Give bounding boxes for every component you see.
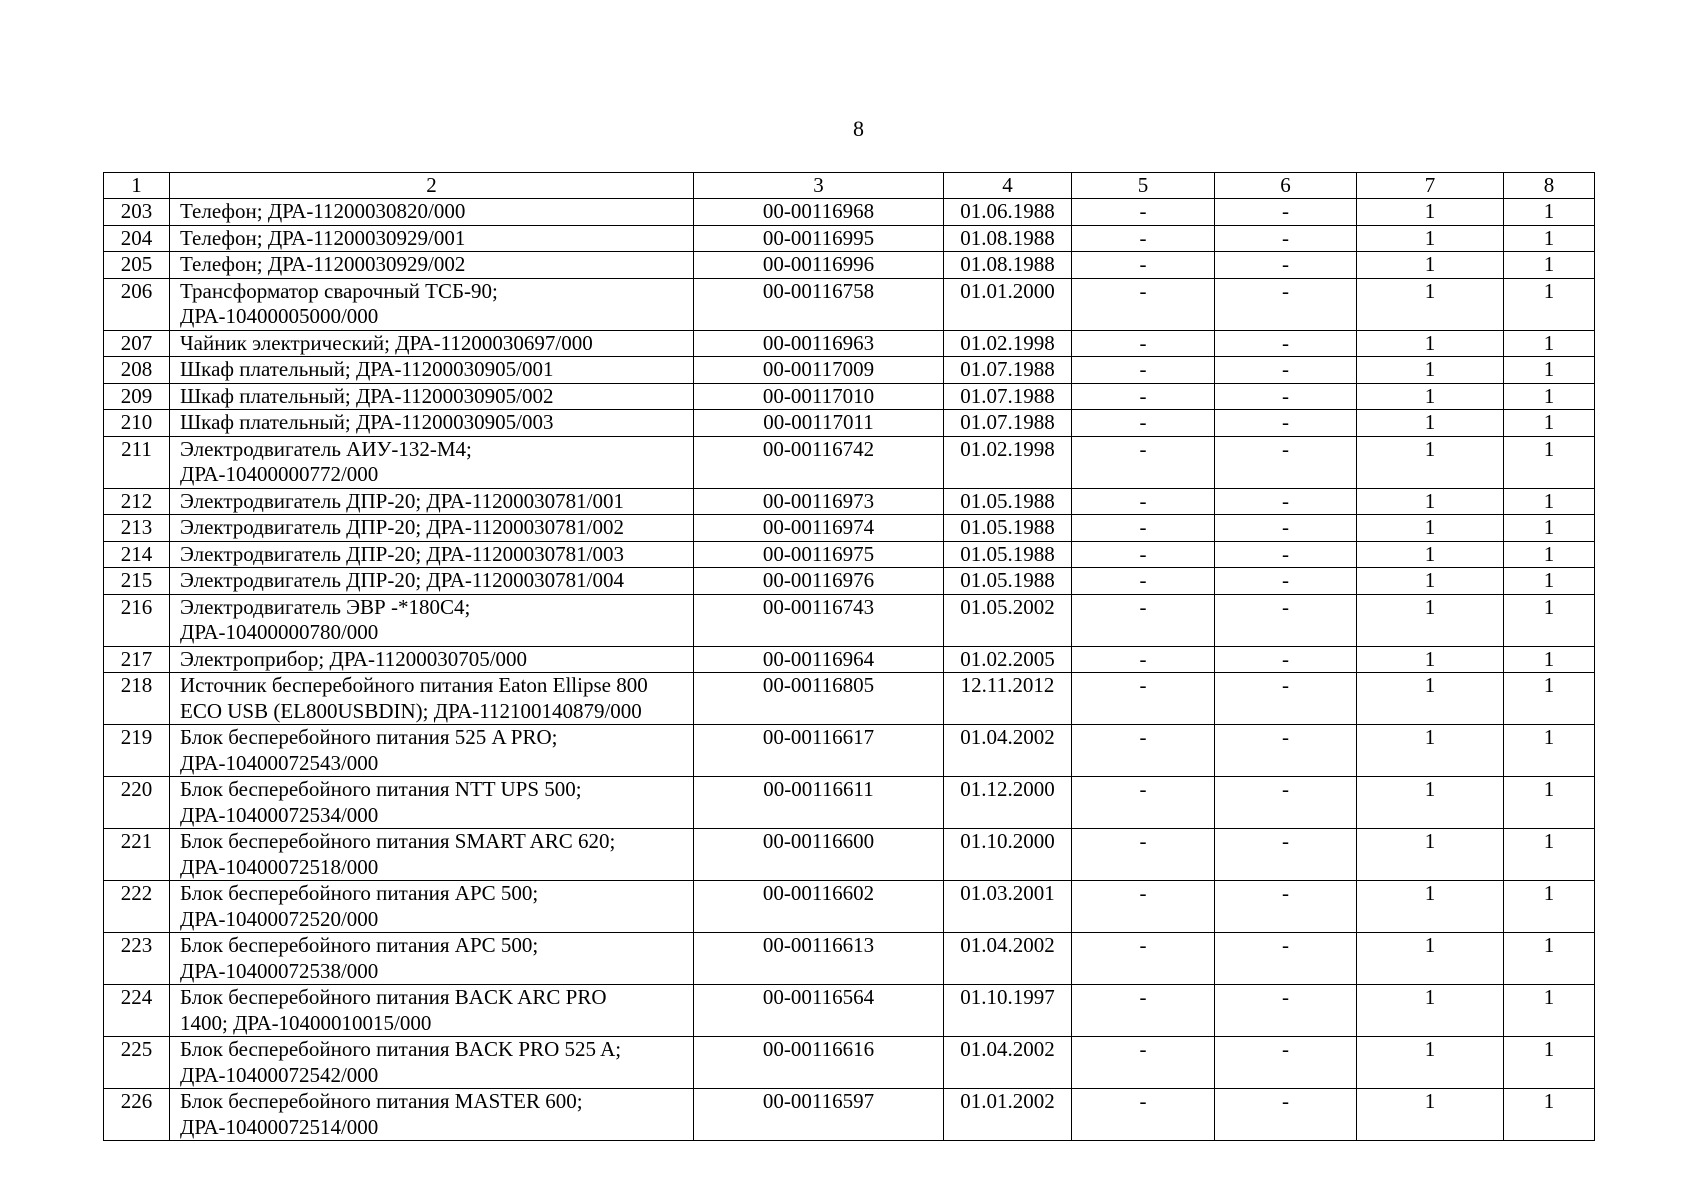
- column-8-cell: 1: [1504, 357, 1595, 384]
- inventory-code-cell: 00-00116600: [694, 829, 944, 881]
- item-name-cell: [170, 829, 694, 881]
- row-number-cell: 221: [104, 829, 170, 881]
- table-row: [104, 515, 1595, 542]
- inventory-code-cell: 00-00116758: [694, 278, 944, 330]
- row-number-cell: 207: [104, 330, 170, 357]
- item-name-cell: [170, 225, 694, 252]
- column-5-cell: -: [1072, 357, 1215, 384]
- column-6-cell: -: [1215, 1089, 1357, 1141]
- item-name-cell: [170, 777, 694, 829]
- item-name-cell: [170, 1037, 694, 1089]
- column-7-cell: 1: [1357, 1089, 1504, 1141]
- item-name-line: Электродвигатель АИУ-132-М4;: [180, 436, 472, 461]
- row-number-cell: 216: [104, 594, 170, 646]
- column-8-cell: 1: [1504, 225, 1595, 252]
- table-body: [104, 199, 1595, 1141]
- column-8-cell: 1: [1504, 278, 1595, 330]
- column-5-cell: -: [1072, 199, 1215, 226]
- table-row: [104, 673, 1595, 725]
- column-header: 5: [1072, 173, 1215, 199]
- item-name-line: Источник бесперебойного питания Eaton Ellipse 800: [180, 673, 648, 697]
- inventory-code-cell: 00-00117011: [694, 410, 944, 437]
- inventory-code-cell: 00-00116611: [694, 777, 944, 829]
- column-8-cell: 1: [1504, 829, 1595, 881]
- date-cell: 01.05.1988: [944, 541, 1072, 568]
- column-6-cell: -: [1215, 933, 1357, 985]
- item-name-line: Шкаф плательный; ДРА-11200030905/001: [180, 357, 554, 381]
- inventory-code-cell: 00-00116974: [694, 515, 944, 542]
- column-7-cell: 1: [1357, 357, 1504, 384]
- column-5-cell: -: [1072, 568, 1215, 595]
- item-name-line: Шкаф плательный; ДРА-11200030905/003: [180, 410, 554, 434]
- item-name-line: ДРА-10400072520/000: [180, 906, 379, 931]
- item-name-cell: [170, 1089, 694, 1141]
- date-cell: 01.12.2000: [944, 777, 1072, 829]
- item-name-line: ДРА-10400000772/000: [180, 462, 379, 486]
- inventory-code-cell: 00-00117009: [694, 357, 944, 384]
- table-row: [104, 646, 1595, 673]
- row-number-cell: 225: [104, 1037, 170, 1089]
- column-7-cell: 1: [1357, 383, 1504, 410]
- inventory-code-cell: 00-00116742: [694, 436, 944, 488]
- row-number-cell: 220: [104, 777, 170, 829]
- item-name-cell: [170, 541, 694, 568]
- column-6-cell: -: [1215, 646, 1357, 673]
- page-number-text: 8: [853, 116, 864, 141]
- date-cell: 01.02.1998: [944, 436, 1072, 488]
- column-6-cell: -: [1215, 357, 1357, 384]
- table-row: [104, 541, 1595, 568]
- item-name-cell: [170, 515, 694, 542]
- column-8-cell: 1: [1504, 199, 1595, 226]
- row-number-cell: 208: [104, 357, 170, 384]
- column-header: 2: [170, 173, 694, 199]
- column-5-cell: -: [1072, 225, 1215, 252]
- inventory-code-cell: 00-00116616: [694, 1037, 944, 1089]
- item-name-line: Блок бесперебойного питания APC 500;: [180, 933, 539, 957]
- column-6-cell: -: [1215, 225, 1357, 252]
- column-header: 8: [1504, 173, 1595, 199]
- column-7-cell: 1: [1357, 594, 1504, 646]
- row-number-cell: 218: [104, 673, 170, 725]
- item-name-cell: [170, 410, 694, 437]
- table-row: [104, 252, 1595, 279]
- item-name-line: Электродвигатель ДПР-20; ДРА-11200030781/002: [180, 515, 624, 539]
- date-cell: 01.02.1998: [944, 330, 1072, 357]
- column-6-cell: -: [1215, 568, 1357, 595]
- column-header: 3: [694, 173, 944, 199]
- column-7-cell: 1: [1357, 410, 1504, 437]
- item-name-line: Электродвигатель ДПР-20; ДРА-11200030781/001: [180, 488, 624, 513]
- column-7-cell: 1: [1357, 568, 1504, 595]
- date-cell: 01.10.2000: [944, 829, 1072, 881]
- column-6-cell: -: [1215, 410, 1357, 437]
- column-8-cell: 1: [1504, 881, 1595, 933]
- item-name-cell: [170, 881, 694, 933]
- table-row: [104, 881, 1595, 933]
- date-cell: 01.06.1988: [944, 199, 1072, 226]
- column-5-cell: -: [1072, 1089, 1215, 1141]
- column-6-cell: -: [1215, 881, 1357, 933]
- page-number: [0, 116, 1697, 142]
- column-7-cell: 1: [1357, 488, 1504, 515]
- item-name-line: Телефон; ДРА-11200030820/000: [180, 199, 466, 223]
- item-name-cell: [170, 725, 694, 777]
- table-row: [104, 725, 1595, 777]
- row-number-cell: 204: [104, 225, 170, 252]
- item-name-line: ДРА-10400005000/000: [180, 304, 379, 328]
- column-7-cell: 1: [1357, 725, 1504, 777]
- column-5-cell: -: [1072, 829, 1215, 881]
- column-7-cell: 1: [1357, 646, 1504, 673]
- table-row: [104, 488, 1595, 515]
- inventory-code-cell: 00-00116968: [694, 199, 944, 226]
- row-number-cell: 211: [104, 436, 170, 488]
- column-header: 7: [1357, 173, 1504, 199]
- date-cell: 01.08.1988: [944, 252, 1072, 279]
- inventory-code-cell: 00-00116602: [694, 881, 944, 933]
- column-6-cell: -: [1215, 985, 1357, 1037]
- column-6-cell: -: [1215, 541, 1357, 568]
- item-name-cell: [170, 357, 694, 384]
- inventory-code-cell: 00-00116564: [694, 985, 944, 1037]
- item-name-line: Блок бесперебойного питания APC 500;: [180, 881, 539, 905]
- date-cell: 01.04.2002: [944, 1037, 1072, 1089]
- date-cell: 01.01.2002: [944, 1089, 1072, 1141]
- item-name-cell: [170, 199, 694, 226]
- inventory-code-cell: 00-00116976: [694, 568, 944, 595]
- column-6-cell: -: [1215, 252, 1357, 279]
- item-name-line: Телефон; ДРА-11200030929/001: [180, 225, 466, 250]
- table-row: [104, 357, 1595, 384]
- item-name-line: Электродвигатель ЭВР -*180С4;: [180, 594, 471, 619]
- item-name-cell: [170, 985, 694, 1037]
- column-5-cell: -: [1072, 410, 1215, 437]
- column-7-cell: 1: [1357, 985, 1504, 1037]
- column-5-cell: -: [1072, 278, 1215, 330]
- date-cell: 01.04.2002: [944, 933, 1072, 985]
- column-7-cell: 1: [1357, 673, 1504, 725]
- column-6-cell: -: [1215, 199, 1357, 226]
- row-number-cell: 203: [104, 199, 170, 226]
- column-8-cell: 1: [1504, 436, 1595, 488]
- column-5-cell: -: [1072, 383, 1215, 410]
- inventory-code-cell: 00-00116743: [694, 594, 944, 646]
- column-7-cell: 1: [1357, 829, 1504, 881]
- item-name-cell: [170, 488, 694, 515]
- column-7-cell: 1: [1357, 436, 1504, 488]
- column-header: 4: [944, 173, 1072, 199]
- item-name-cell: [170, 646, 694, 673]
- inventory-code-cell: 00-00116963: [694, 330, 944, 357]
- item-name-line: Электродвигатель ДПР-20; ДРА-11200030781/003: [180, 541, 624, 566]
- column-8-cell: 1: [1504, 1089, 1595, 1141]
- inventory-code-cell: 00-00116613: [694, 933, 944, 985]
- item-name-line: Блок бесперебойного питания BACK PRO 525 A;: [180, 1037, 622, 1061]
- item-name-line: ДРА-10400000780/000: [180, 620, 379, 644]
- column-5-cell: -: [1072, 541, 1215, 568]
- item-name-line: ДРА-10400072518/000: [180, 854, 379, 879]
- column-7-cell: 1: [1357, 252, 1504, 279]
- item-name-cell: [170, 594, 694, 646]
- column-5-cell: -: [1072, 488, 1215, 515]
- date-cell: 01.07.1988: [944, 383, 1072, 410]
- column-5-cell: -: [1072, 1037, 1215, 1089]
- column-8-cell: 1: [1504, 777, 1595, 829]
- column-8-cell: 1: [1504, 383, 1595, 410]
- column-header: 1: [104, 173, 170, 199]
- item-name-line: Блок бесперебойного питания NTT UPS 500;: [180, 777, 582, 801]
- item-name-cell: [170, 933, 694, 985]
- column-5-cell: -: [1072, 594, 1215, 646]
- item-name-line: ДРА-10400072542/000: [180, 1062, 379, 1087]
- item-name-line: ДРА-10400072543/000: [180, 750, 379, 775]
- item-name-line: Блок бесперебойного питания BACK ARC PRO: [180, 985, 607, 1009]
- inventory-code-cell: 00-00116617: [694, 725, 944, 777]
- date-cell: 01.04.2002: [944, 725, 1072, 777]
- table-row: [104, 199, 1595, 226]
- column-7-cell: 1: [1357, 933, 1504, 985]
- column-5-cell: -: [1072, 985, 1215, 1037]
- table-row: [104, 985, 1595, 1037]
- header-row: [104, 173, 1595, 199]
- inventory-code-cell: 00-00116973: [694, 488, 944, 515]
- row-number-cell: 212: [104, 488, 170, 515]
- row-number-cell: 217: [104, 646, 170, 673]
- table-row: [104, 1037, 1595, 1089]
- date-cell: 01.07.1988: [944, 410, 1072, 437]
- column-6-cell: -: [1215, 278, 1357, 330]
- table-row: [104, 1089, 1595, 1141]
- column-7-cell: 1: [1357, 225, 1504, 252]
- item-name-line: Телефон; ДРА-11200030929/002: [180, 252, 466, 276]
- column-8-cell: 1: [1504, 330, 1595, 357]
- column-6-cell: -: [1215, 383, 1357, 410]
- table-row: [104, 330, 1595, 357]
- item-name-cell: [170, 278, 694, 330]
- row-number-cell: 213: [104, 515, 170, 542]
- date-cell: 01.02.2005: [944, 646, 1072, 673]
- column-7-cell: 1: [1357, 278, 1504, 330]
- inventory-code-cell: 00-00116975: [694, 541, 944, 568]
- column-6-cell: -: [1215, 515, 1357, 542]
- item-name-line: ДРА-10400072514/000: [180, 1114, 379, 1139]
- inventory-code-cell: 00-00116805: [694, 673, 944, 725]
- column-8-cell: 1: [1504, 515, 1595, 542]
- column-5-cell: -: [1072, 933, 1215, 985]
- column-5-cell: -: [1072, 646, 1215, 673]
- table-row: [104, 933, 1595, 985]
- column-8-cell: 1: [1504, 594, 1595, 646]
- column-8-cell: 1: [1504, 933, 1595, 985]
- column-5-cell: -: [1072, 252, 1215, 279]
- item-name-line: Трансформатор сварочный ТСБ-90;: [180, 278, 498, 303]
- item-name-line: Электродвигатель ДПР-20; ДРА-11200030781/004: [180, 568, 624, 592]
- item-name-line: Чайник электрический; ДРА-11200030697/000: [180, 330, 593, 355]
- column-8-cell: 1: [1504, 646, 1595, 673]
- inventory-code-cell: 00-00116996: [694, 252, 944, 279]
- item-name-cell: [170, 383, 694, 410]
- column-8-cell: 1: [1504, 1037, 1595, 1089]
- inventory-code-cell: 00-00116995: [694, 225, 944, 252]
- inventory-table: [103, 172, 1595, 1141]
- row-number-cell: 214: [104, 541, 170, 568]
- column-8-cell: 1: [1504, 488, 1595, 515]
- row-number-cell: 226: [104, 1089, 170, 1141]
- item-name-line: ДРА-10400072538/000: [180, 958, 379, 983]
- column-6-cell: -: [1215, 330, 1357, 357]
- date-cell: 01.05.1988: [944, 568, 1072, 595]
- item-name-cell: [170, 436, 694, 488]
- item-name-line: Электроприбор; ДРА-11200030705/000: [180, 646, 528, 671]
- column-5-cell: -: [1072, 725, 1215, 777]
- column-6-cell: -: [1215, 725, 1357, 777]
- column-7-cell: 1: [1357, 199, 1504, 226]
- column-8-cell: 1: [1504, 252, 1595, 279]
- column-6-cell: -: [1215, 488, 1357, 515]
- row-number-cell: 215: [104, 568, 170, 595]
- item-name-line: ECO USB (EL800USBDIN); ДРА-112100140879/000: [180, 698, 642, 723]
- date-cell: 01.05.1988: [944, 488, 1072, 515]
- column-6-cell: -: [1215, 594, 1357, 646]
- column-8-cell: 1: [1504, 568, 1595, 595]
- item-name-cell: [170, 673, 694, 725]
- column-5-cell: -: [1072, 777, 1215, 829]
- column-7-cell: 1: [1357, 1037, 1504, 1089]
- item-name-line: Блок бесперебойного питания SMART ARC 620;: [180, 829, 616, 853]
- column-6-cell: -: [1215, 1037, 1357, 1089]
- column-6-cell: -: [1215, 436, 1357, 488]
- inventory-code-cell: 00-00116964: [694, 646, 944, 673]
- column-8-cell: 1: [1504, 725, 1595, 777]
- table-row: [104, 777, 1595, 829]
- column-7-cell: 1: [1357, 330, 1504, 357]
- column-6-cell: -: [1215, 777, 1357, 829]
- date-cell: 01.05.1988: [944, 515, 1072, 542]
- table-row: [104, 410, 1595, 437]
- date-cell: 01.03.2001: [944, 881, 1072, 933]
- column-6-cell: -: [1215, 673, 1357, 725]
- column-8-cell: 1: [1504, 541, 1595, 568]
- item-name-line: Блок бесперебойного питания 525 A PRO;: [180, 725, 558, 749]
- item-name-line: Шкаф плательный; ДРА-11200030905/002: [180, 383, 554, 408]
- column-5-cell: -: [1072, 436, 1215, 488]
- column-7-cell: 1: [1357, 515, 1504, 542]
- item-name-cell: [170, 330, 694, 357]
- row-number-cell: 206: [104, 278, 170, 330]
- table-row: [104, 436, 1595, 488]
- date-cell: 01.01.2000: [944, 278, 1072, 330]
- table-row: [104, 594, 1595, 646]
- item-name-line: 1400; ДРА-10400010015/000: [180, 1010, 432, 1035]
- item-name-line: Блок бесперебойного питания MASTER 600;: [180, 1089, 583, 1113]
- table-row: [104, 829, 1595, 881]
- column-7-cell: 1: [1357, 541, 1504, 568]
- row-number-cell: 223: [104, 933, 170, 985]
- table-row: [104, 278, 1595, 330]
- column-7-cell: 1: [1357, 777, 1504, 829]
- column-6-cell: -: [1215, 829, 1357, 881]
- item-name-cell: [170, 252, 694, 279]
- date-cell: 12.11.2012: [944, 673, 1072, 725]
- table-row: [104, 383, 1595, 410]
- row-number-cell: 219: [104, 725, 170, 777]
- item-name-line: ДРА-10400072534/000: [180, 802, 379, 827]
- row-number-cell: 224: [104, 985, 170, 1037]
- date-cell: 01.07.1988: [944, 357, 1072, 384]
- column-5-cell: -: [1072, 673, 1215, 725]
- row-number-cell: 205: [104, 252, 170, 279]
- column-header: 6: [1215, 173, 1357, 199]
- column-5-cell: -: [1072, 881, 1215, 933]
- table-row: [104, 568, 1595, 595]
- row-number-cell: 210: [104, 410, 170, 437]
- row-number-cell: 209: [104, 383, 170, 410]
- column-8-cell: 1: [1504, 673, 1595, 725]
- date-cell: 01.05.2002: [944, 594, 1072, 646]
- inventory-code-cell: 00-00117010: [694, 383, 944, 410]
- column-5-cell: -: [1072, 515, 1215, 542]
- inventory-code-cell: 00-00116597: [694, 1089, 944, 1141]
- column-5-cell: -: [1072, 330, 1215, 357]
- column-7-cell: 1: [1357, 881, 1504, 933]
- row-number-cell: 222: [104, 881, 170, 933]
- column-8-cell: 1: [1504, 985, 1595, 1037]
- table-row: [104, 225, 1595, 252]
- date-cell: 01.08.1988: [944, 225, 1072, 252]
- column-8-cell: 1: [1504, 410, 1595, 437]
- item-name-cell: [170, 568, 694, 595]
- date-cell: 01.10.1997: [944, 985, 1072, 1037]
